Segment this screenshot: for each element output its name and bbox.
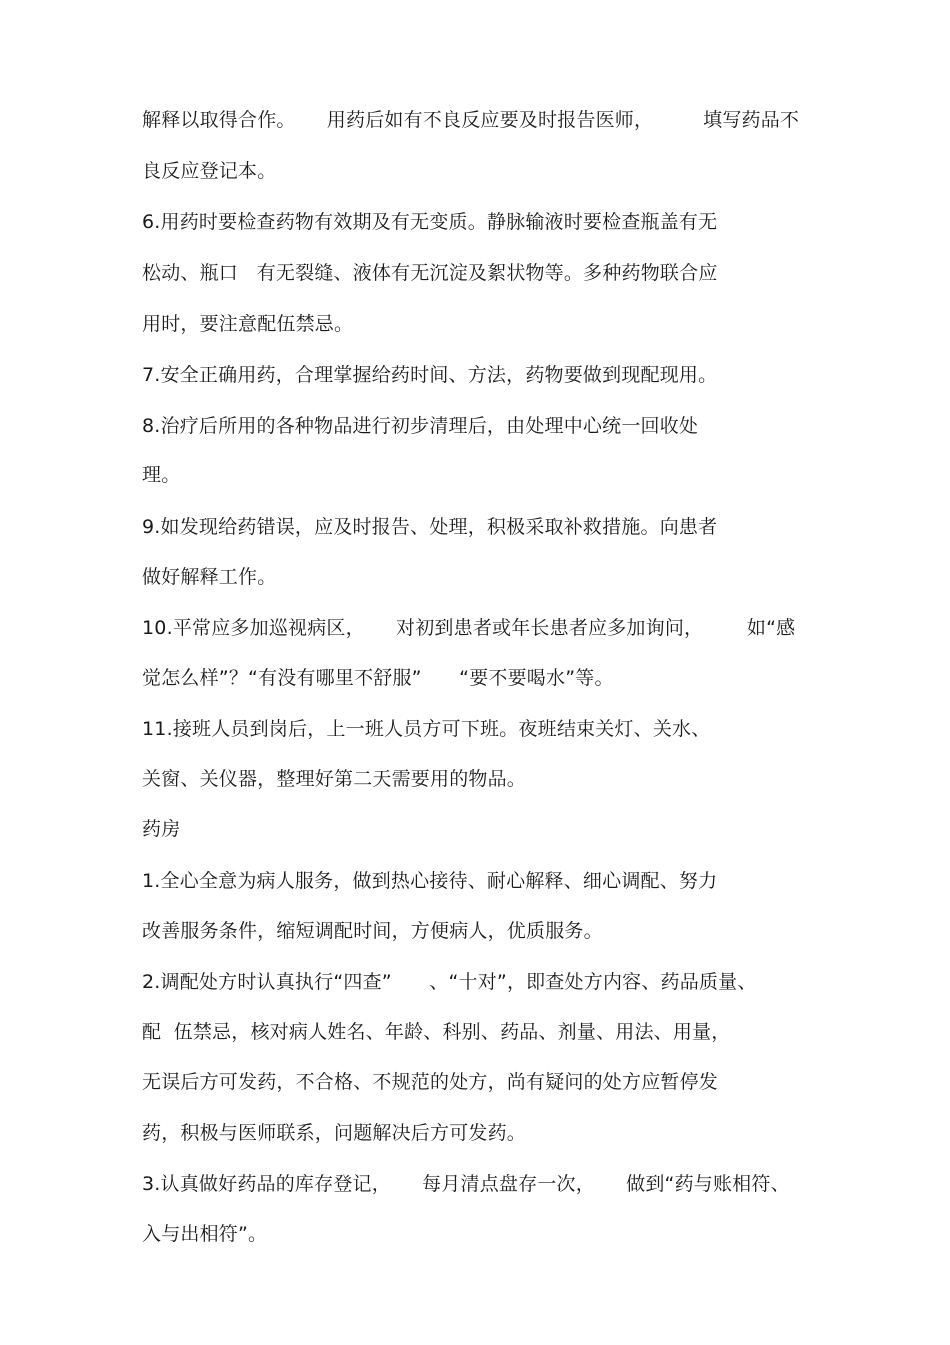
text-line: 3.认真做好药品的库存登记， 每月清点盘存一次， 做到“药与账相符、 — [142, 1173, 790, 1195]
text-line: 1.全心全意为病人服务，做到热心接待、耐心解释、细心调配、努力 — [142, 870, 718, 892]
text-line: 用时，要注意配伍禁忌。 — [142, 313, 354, 335]
text-line: 7.安全正确用药，合理掌握给药时间、方法，药物要做到现配现用。 — [142, 364, 718, 386]
section-heading: 药房 — [142, 818, 181, 840]
text-line: 觉怎么样”？“有没有哪里不舒服” “要不要喝水”等。 — [142, 667, 614, 689]
text-line: 解释以取得合作。 用药后如有不良反应要及时报告医师， 填写药品不 — [142, 109, 800, 131]
text-line: 理。 — [142, 464, 181, 486]
text-line: 9.如发现给药错误，应及时报告、处理，积极采取补救措施。向患者 — [142, 516, 718, 538]
text-line: 关窗、关仪器，整理好第二天需要用的物品。 — [142, 768, 527, 790]
text-line: 入与出相符”。 — [142, 1223, 268, 1245]
text-line: 无误后方可发药，不合格、不规范的处方，尚有疑问的处方应暂停发 — [142, 1071, 719, 1093]
text-line: 8.治疗后所用的各种物品进行初步清理后，由处理中心统一回收处 — [142, 415, 699, 437]
text-line: 松动、瓶口 有无裂缝、液体有无沉淀及絮状物等。多种药物联合应 — [142, 262, 718, 284]
text-line: 2.调配处方时认真执行“四查” 、“十对”，即查处方内容、药品质量、 — [142, 971, 757, 993]
text-line: 11.接班人员到岗后，上一班人员方可下班。夜班结束关灯、关水、 — [142, 718, 711, 740]
text-line: 配 伍禁忌，核对病人姓名、年龄、科别、药品、剂量、用法、用量， — [142, 1021, 731, 1043]
text-line: 6.用药时要检查药物有效期及有无变质。静脉输液时要检查瓶盖有无 — [142, 211, 718, 233]
text-line: 良反应登记本。 — [142, 160, 277, 182]
text-line: 10.平常应多加巡视病区， 对初到患者或年长患者应多加询问， 如“感 — [142, 617, 796, 639]
text-line: 药，积极与医师联系，问题解决后方可发药。 — [142, 1122, 527, 1144]
text-line: 改善服务条件，缩短调配时间，方便病人，优质服务。 — [142, 920, 603, 942]
text-line: 做好解释工作。 — [142, 566, 277, 588]
